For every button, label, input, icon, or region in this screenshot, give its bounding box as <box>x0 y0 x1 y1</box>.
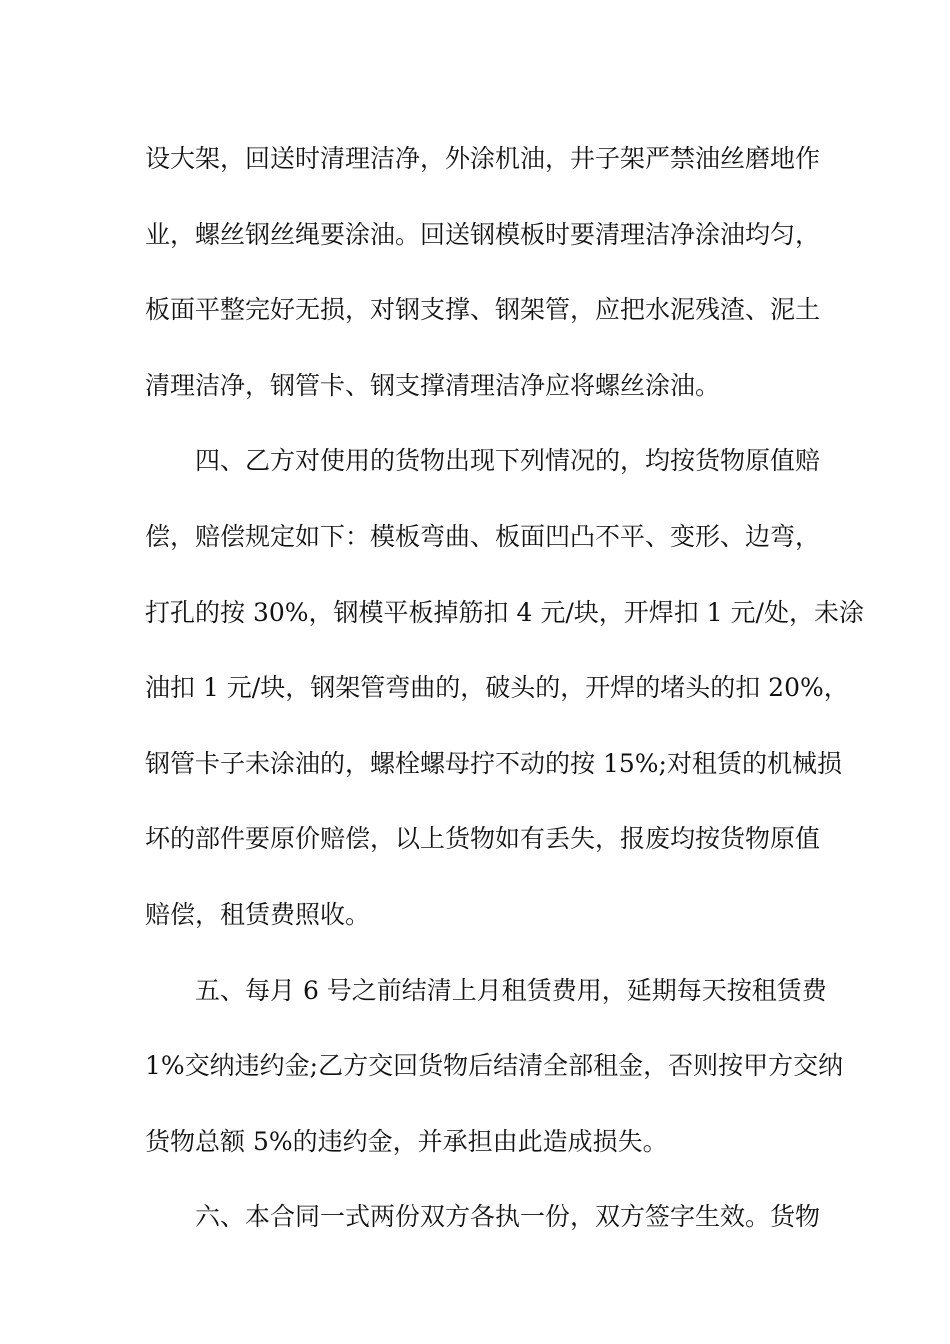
text-line: 钢管卡子未涂油的，螺栓螺母拧不动的按 15%;对租赁的机械损 <box>145 748 842 778</box>
clause-four-line: 四、乙方对使用的货物出现下列情况的，均按货物原值赔 <box>195 446 821 476</box>
text-line: 1%交纳违约金;乙方交回货物后结清全部租金，否则按甲方交纳 <box>145 1051 844 1081</box>
text-line: 设大架，回送时清理洁净，外涂机油，井子架严禁油丝磨地作 <box>145 144 821 173</box>
clause-five-line: 五、每月 6 号之前结清上月租赁费用，延期每天按租赁费 <box>195 975 827 1005</box>
text-line: 清理洁净，钢管卡、钢支撑清理洁净应将螺丝涂油。 <box>145 370 721 400</box>
text-line: 打孔的按 30%，钢模平板掉筋扣 4 元/块，开焊扣 1 元/处，未涂 <box>145 597 864 627</box>
text-line: 赔偿，租赁费照收。 <box>145 899 371 929</box>
clause-six-line: 六、本合同一式两份双方各执一份，双方签字生效。货物 <box>195 1202 821 1232</box>
text-line: 油扣 1 元/块，钢架管弯曲的，破头的，开焊的堵头的扣 20%， <box>145 673 849 703</box>
text-line: 偿，赔偿规定如下：模板弯曲、板面凹凸不平、变形、边弯， <box>145 521 821 551</box>
text-line: 板面平整完好无损，对钢支撑、钢架管，应把水泥残渣、泥土 <box>145 295 821 325</box>
text-line: 业，螺丝钢丝绳要涂油。回送钢模板时要清理洁净涂油均匀， <box>145 219 821 249</box>
document-body <box>145 130 864 1264</box>
text-line: 货物总额 5%的违约金，并承担由此造成损失。 <box>145 1126 668 1156</box>
text-line: 坏的部件要原价赔偿，以上货物如有丢失，报废均按货物原值 <box>145 824 821 854</box>
